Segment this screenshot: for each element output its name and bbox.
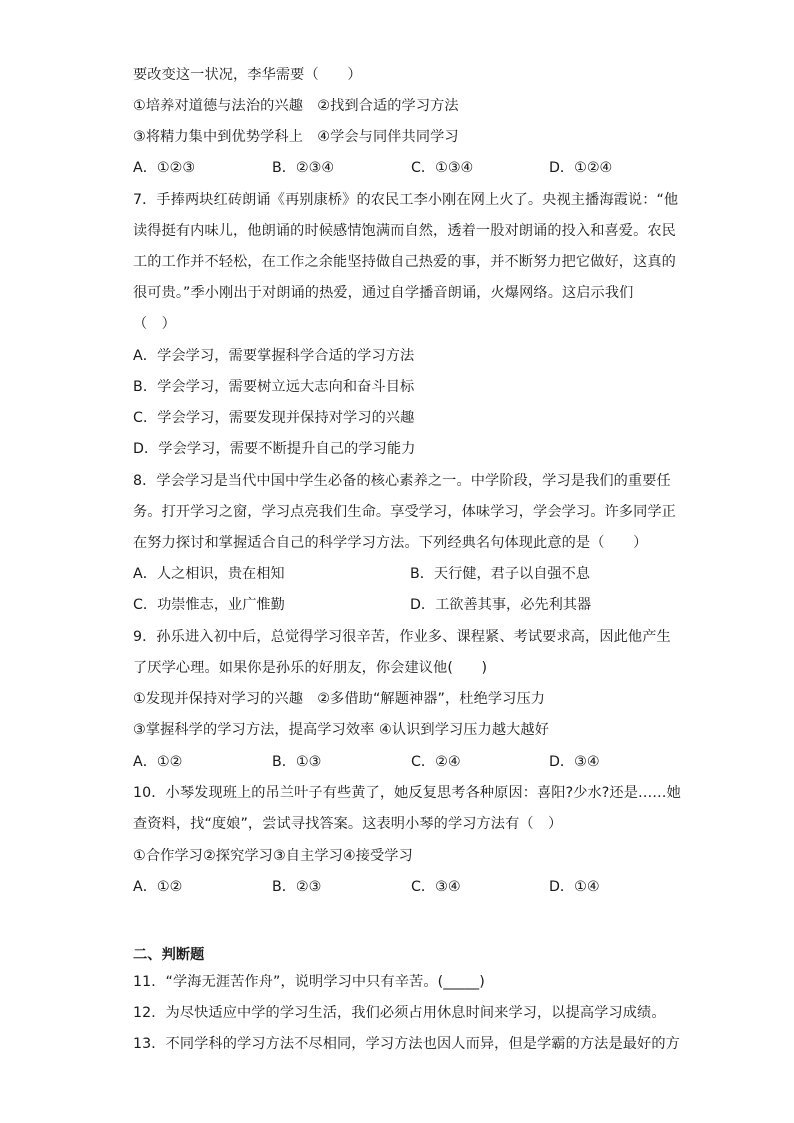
q9-stem-line: 9．孙乐进入初中后，总觉得学习很辛苦，作业多、课程紧、考试要求高，因此他产生 [133, 629, 671, 645]
q7-stem-line: 7．手捧两块红砖朗诵《再别康桥》的农民工李小刚在网上火了。央视主播海霞说：“他 [133, 192, 679, 208]
q6-option-b[interactable]: B．②③④ [272, 160, 335, 176]
section-title: 二、判断题 [133, 947, 205, 963]
q8-stem-line: 务。打开学习之窗，学习点亮我们生命。享受学习，体味学习，学会学习。许多同学正 [133, 504, 676, 520]
q8-option-d[interactable]: D．工欲善其事，必先利其器 [410, 597, 592, 613]
q10-stem-line: 10．小琴发现班上的吊兰叶子有些黄了，她反复思考各种原因：喜阳?少水?还是……她 [133, 785, 681, 801]
q13-text: 13．不同学科的学习方法不尽相同，学习方法也因人而异，但是学霸的方法是最好的方 [133, 1036, 680, 1052]
q10-statements: ①合作学习②探究学习③自主学习④接受学习 [133, 848, 413, 864]
q11-text: 11．“学海无涯苦作舟”，说明学习中只有辛苦。(_____) [133, 974, 485, 990]
q8-stem-line: 在努力探讨和掌握适合自己的科学学习方法。下列经典名句体现此意的是（ ） [133, 535, 648, 551]
q7-stem-line: 工的工作并不轻松，在工作之余能坚持做自己热爱的事，并不断努力把它做好，这真的 [133, 254, 676, 270]
q7-option-d[interactable]: D．学会学习，需要不断提升自己的学习能力 [133, 441, 416, 457]
q7-option-b[interactable]: B．学会学习，需要树立远大志向和奋斗目标 [133, 379, 415, 395]
q6-option-a[interactable]: A．①②③ [133, 160, 196, 176]
q10-option-a[interactable]: A．①② [133, 879, 183, 895]
q8-option-c[interactable]: C．功崇惟志，业广惟勤 [133, 597, 285, 613]
q8-stem-line: 8．学会学习是当代中国中学生必备的核心素养之一。中学阶段，学习是我们的重要任 [133, 473, 671, 489]
q6-option-c[interactable]: C．①③④ [411, 160, 474, 176]
q6-option-d[interactable]: D．①②④ [549, 160, 613, 176]
q7-stem-line: 读得挺有内味儿，他朗诵的时候感情饱满而自然，透着一股对朗诵的投入和喜爱。农民 [133, 223, 676, 239]
q6-statements-2: ③将精力集中到优势学科上 ④学会与同伴共同学习 [133, 129, 459, 145]
q7-stem-line: （ ） [133, 316, 176, 332]
q7-stem-line: 很可贵。”季小刚出于对朗诵的热爱，通过自学播音朗诵，火爆网络。这启示我们 [133, 285, 634, 301]
q10-option-d[interactable]: D．①④ [549, 879, 600, 895]
q9-option-a[interactable]: A．①② [133, 754, 183, 770]
q6-stem: 要改变这一状况，李华需要（ ） [133, 67, 362, 83]
q8-option-a[interactable]: A．人之相识，贵在相知 [133, 566, 285, 582]
q9-option-d[interactable]: D．③④ [549, 754, 600, 770]
q9-option-b[interactable]: B．①③ [272, 754, 322, 770]
q7-option-a[interactable]: A．学会学习，需要掌握科学合适的学习方法 [133, 348, 415, 364]
q9-statements-2: ③掌握科学的学习方法，提高学习效率 ④认识到学习压力越大越好 [133, 722, 550, 738]
q6-statements-1: ①培养对道德与法治的兴趣 ②找到合适的学习方法 [133, 98, 459, 114]
q7-option-c[interactable]: C．学会学习，需要发现并保持对学习的兴趣 [133, 410, 415, 426]
q9-stem-line: 了厌学心理。如果你是孙乐的好朋友，你会建议他( ) [133, 660, 488, 676]
q10-option-c[interactable]: C．③④ [411, 879, 461, 895]
q9-option-c[interactable]: C．②④ [411, 754, 461, 770]
q9-statements-1: ①发现并保持对学习的兴趣 ②多借助“解题神器”，杜绝学习压力 [133, 691, 546, 707]
q12-text: 12．为尽快适应中学的学习生活，我们必须占用休息时间来学习，以提高学习成绩。 [133, 1005, 666, 1021]
q8-option-b[interactable]: B．天行健，君子以自强不息 [410, 566, 590, 582]
q10-stem-line: 查资料，找“度娘”，尝试寻找答案。这表明小琴的学习方法有（ ） [133, 816, 563, 832]
q10-option-b[interactable]: B．②③ [272, 879, 322, 895]
